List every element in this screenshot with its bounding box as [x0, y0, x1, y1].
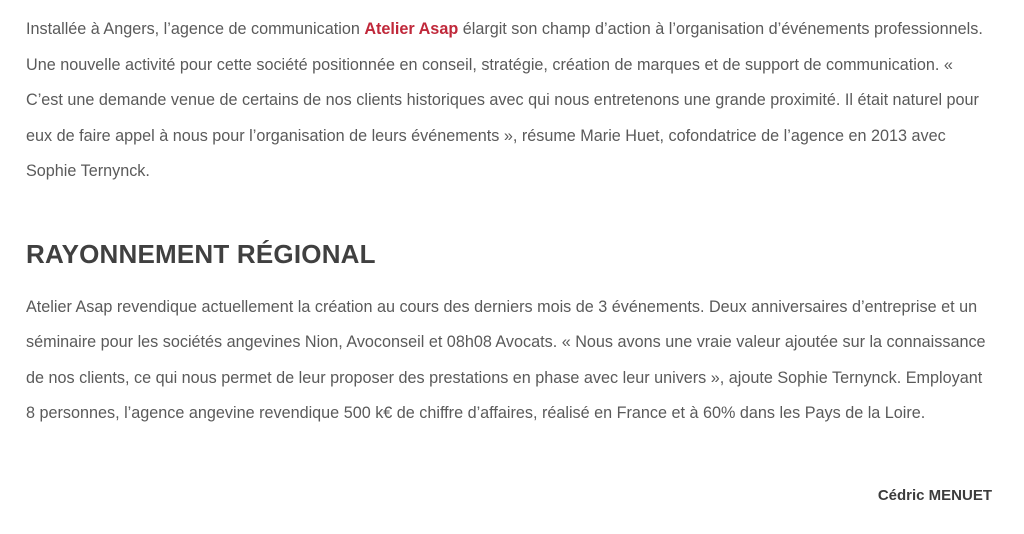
article-body: [26, 12, 994, 432]
paragraph-intro-rest: élargit son champ d’action à l’organisation d’événements professionnels. Une nouvelle activité pour cette société positionnée en conseil, stratégie, création de marques et de support de communication. « C’est une demande venue de certains de nos clients historiques avec qui nous entretenons une grande proximité. Il était naturel pour eux de faire appel à nous pour l’organisation de leurs événements », résume Marie Huet, cofondatrice de l’agence en 2013 avec Sophie Ternynck.: [26, 20, 983, 180]
atelier-asap-link[interactable]: Atelier Asap: [364, 20, 459, 38]
paragraph-intro: [26, 12, 994, 190]
section-heading: RAYONNEMENT RÉGIONAL: [26, 238, 376, 269]
paragraph-regional: Atelier Asap revendique actuellement la création au cours des derniers mois de 3 événements. Deux anniversaires d’entreprise et un séminaire pour les sociétés angevines Nion, Avoconseil et 08h08 Avocats. « Nous avons une vraie valeur ajoutée sur la connaissance de nos clients, ce qui nous permet de leur proposer des prestations en phase avec leur univers », ajoute Sophie Ternynck. Employant 8 personnes, l’agence angevine revendique 500 k€ de chiffre d’affaires, réalisé en France et à 60% dans les Pays de la Loire.: [26, 297, 986, 422]
author-byline: Cédric MENUET: [877, 487, 992, 504]
paragraph-intro-start: Installée à Angers, l’agence de communication: [26, 20, 365, 38]
